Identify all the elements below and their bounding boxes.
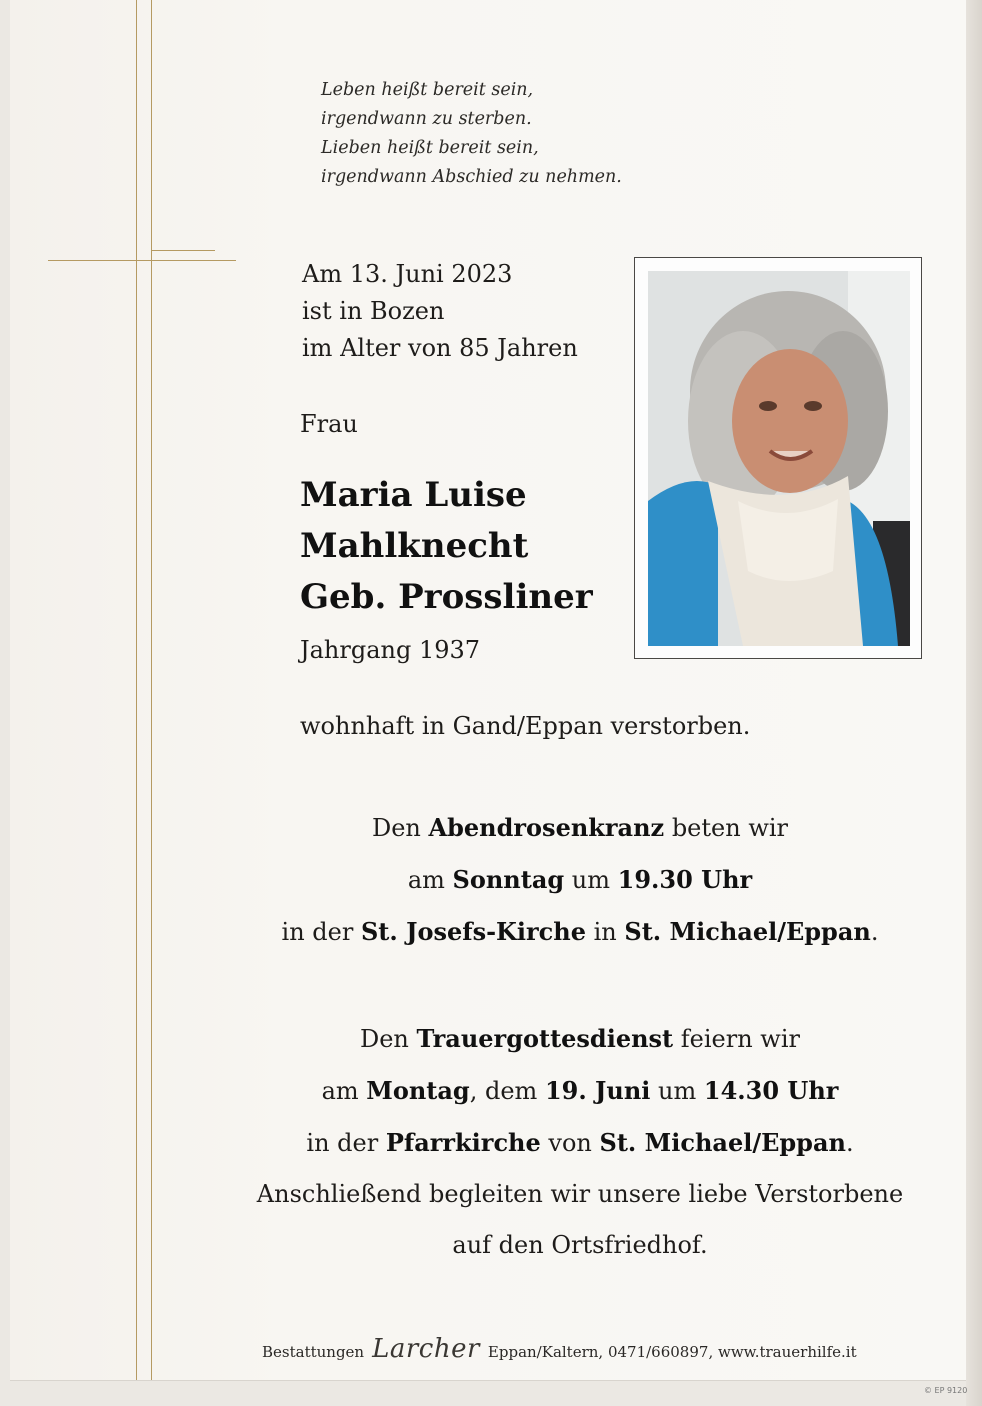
print-code: © EP 9120 — [924, 1386, 968, 1395]
death-notice-intro — [302, 256, 578, 367]
text: in der — [281, 918, 361, 946]
cross-vertical-line-inner — [151, 0, 152, 1380]
text: am — [321, 1077, 367, 1105]
service-term: Trauergottesdienst — [416, 1024, 674, 1053]
text: von — [540, 1129, 600, 1157]
rosary-term: Abendrosenkranz — [428, 813, 665, 842]
residence-line: wohnhaft in Gand/Eppan verstorben. — [300, 712, 751, 740]
service-place: St. Michael/Eppan — [599, 1128, 846, 1157]
name-line: Maria Luise — [300, 475, 527, 515]
text: , dem — [469, 1077, 545, 1105]
service-date: 19. Juni — [544, 1076, 651, 1105]
name-line: Geb. Prossliner — [300, 577, 593, 617]
rosary-church: St. Josefs-Kirche — [360, 917, 586, 946]
portrait-illustration — [648, 271, 910, 646]
intro-line: im Alter von 85 Jahren — [302, 334, 578, 362]
service-line-3 — [200, 1117, 960, 1169]
rosary-place: St. Michael/Eppan — [624, 917, 871, 946]
intro-line: ist in Bozen — [302, 297, 445, 325]
text: Den — [359, 1025, 417, 1053]
quote-line: Leben heißt bereit sein, — [321, 80, 534, 100]
rosary-announcement — [200, 802, 960, 958]
cross-vertical-line — [136, 0, 137, 1380]
name-line: Mahlknecht — [300, 526, 529, 566]
birth-year: Jahrgang 1937 — [300, 636, 481, 664]
service-church: Pfarrkirche — [385, 1128, 541, 1157]
service-line-1 — [200, 1013, 960, 1065]
rosary-line-2 — [200, 854, 960, 906]
text: . — [845, 1129, 854, 1157]
deceased-name — [300, 470, 593, 623]
page-edge — [966, 0, 982, 1406]
salutation: Frau — [300, 410, 358, 438]
rosary-day: Sonntag — [452, 865, 565, 894]
cross-horizontal-line — [48, 260, 236, 261]
text: am — [407, 866, 453, 894]
quote-line: irgendwann Abschied zu nehmen. — [321, 167, 622, 187]
service-line-5: auf den Ortsfriedhof. — [452, 1231, 708, 1259]
service-time: 14.30 Uhr — [703, 1076, 839, 1105]
rosary-line-1 — [200, 802, 960, 854]
rosary-line-3 — [200, 906, 960, 958]
service-line-2 — [200, 1065, 960, 1117]
text: Den — [371, 814, 429, 842]
funeral-home-footer — [262, 1334, 857, 1364]
memorial-quote — [321, 76, 622, 192]
funeral-home-logo: Larcher — [372, 1334, 480, 1364]
service-line-4: Anschließend begleiten wir unsere liebe Verstorbene — [256, 1180, 904, 1208]
text: um — [564, 866, 618, 894]
portrait-frame — [634, 257, 922, 659]
text: in der — [306, 1129, 386, 1157]
footer-prefix: Bestattungen — [262, 1343, 365, 1361]
intro-line: Am 13. Juni 2023 — [302, 260, 513, 288]
text: beten wir — [664, 814, 789, 842]
rosary-time: 19.30 Uhr — [617, 865, 753, 894]
text: . — [870, 918, 879, 946]
quote-line: Lieben heißt bereit sein, — [321, 138, 539, 158]
text: in — [586, 918, 625, 946]
cross-horizontal-line-inner — [151, 250, 215, 251]
portrait-photo — [648, 271, 910, 646]
quote-line: irgendwann zu sterben. — [321, 109, 532, 129]
service-day: Montag — [366, 1076, 470, 1105]
text: um — [650, 1077, 704, 1105]
funeral-service-announcement — [200, 1013, 960, 1271]
text: feiern wir — [673, 1025, 800, 1053]
footer-contact: Eppan/Kaltern, 0471/660897, www.trauerhilfe.it — [487, 1343, 857, 1361]
